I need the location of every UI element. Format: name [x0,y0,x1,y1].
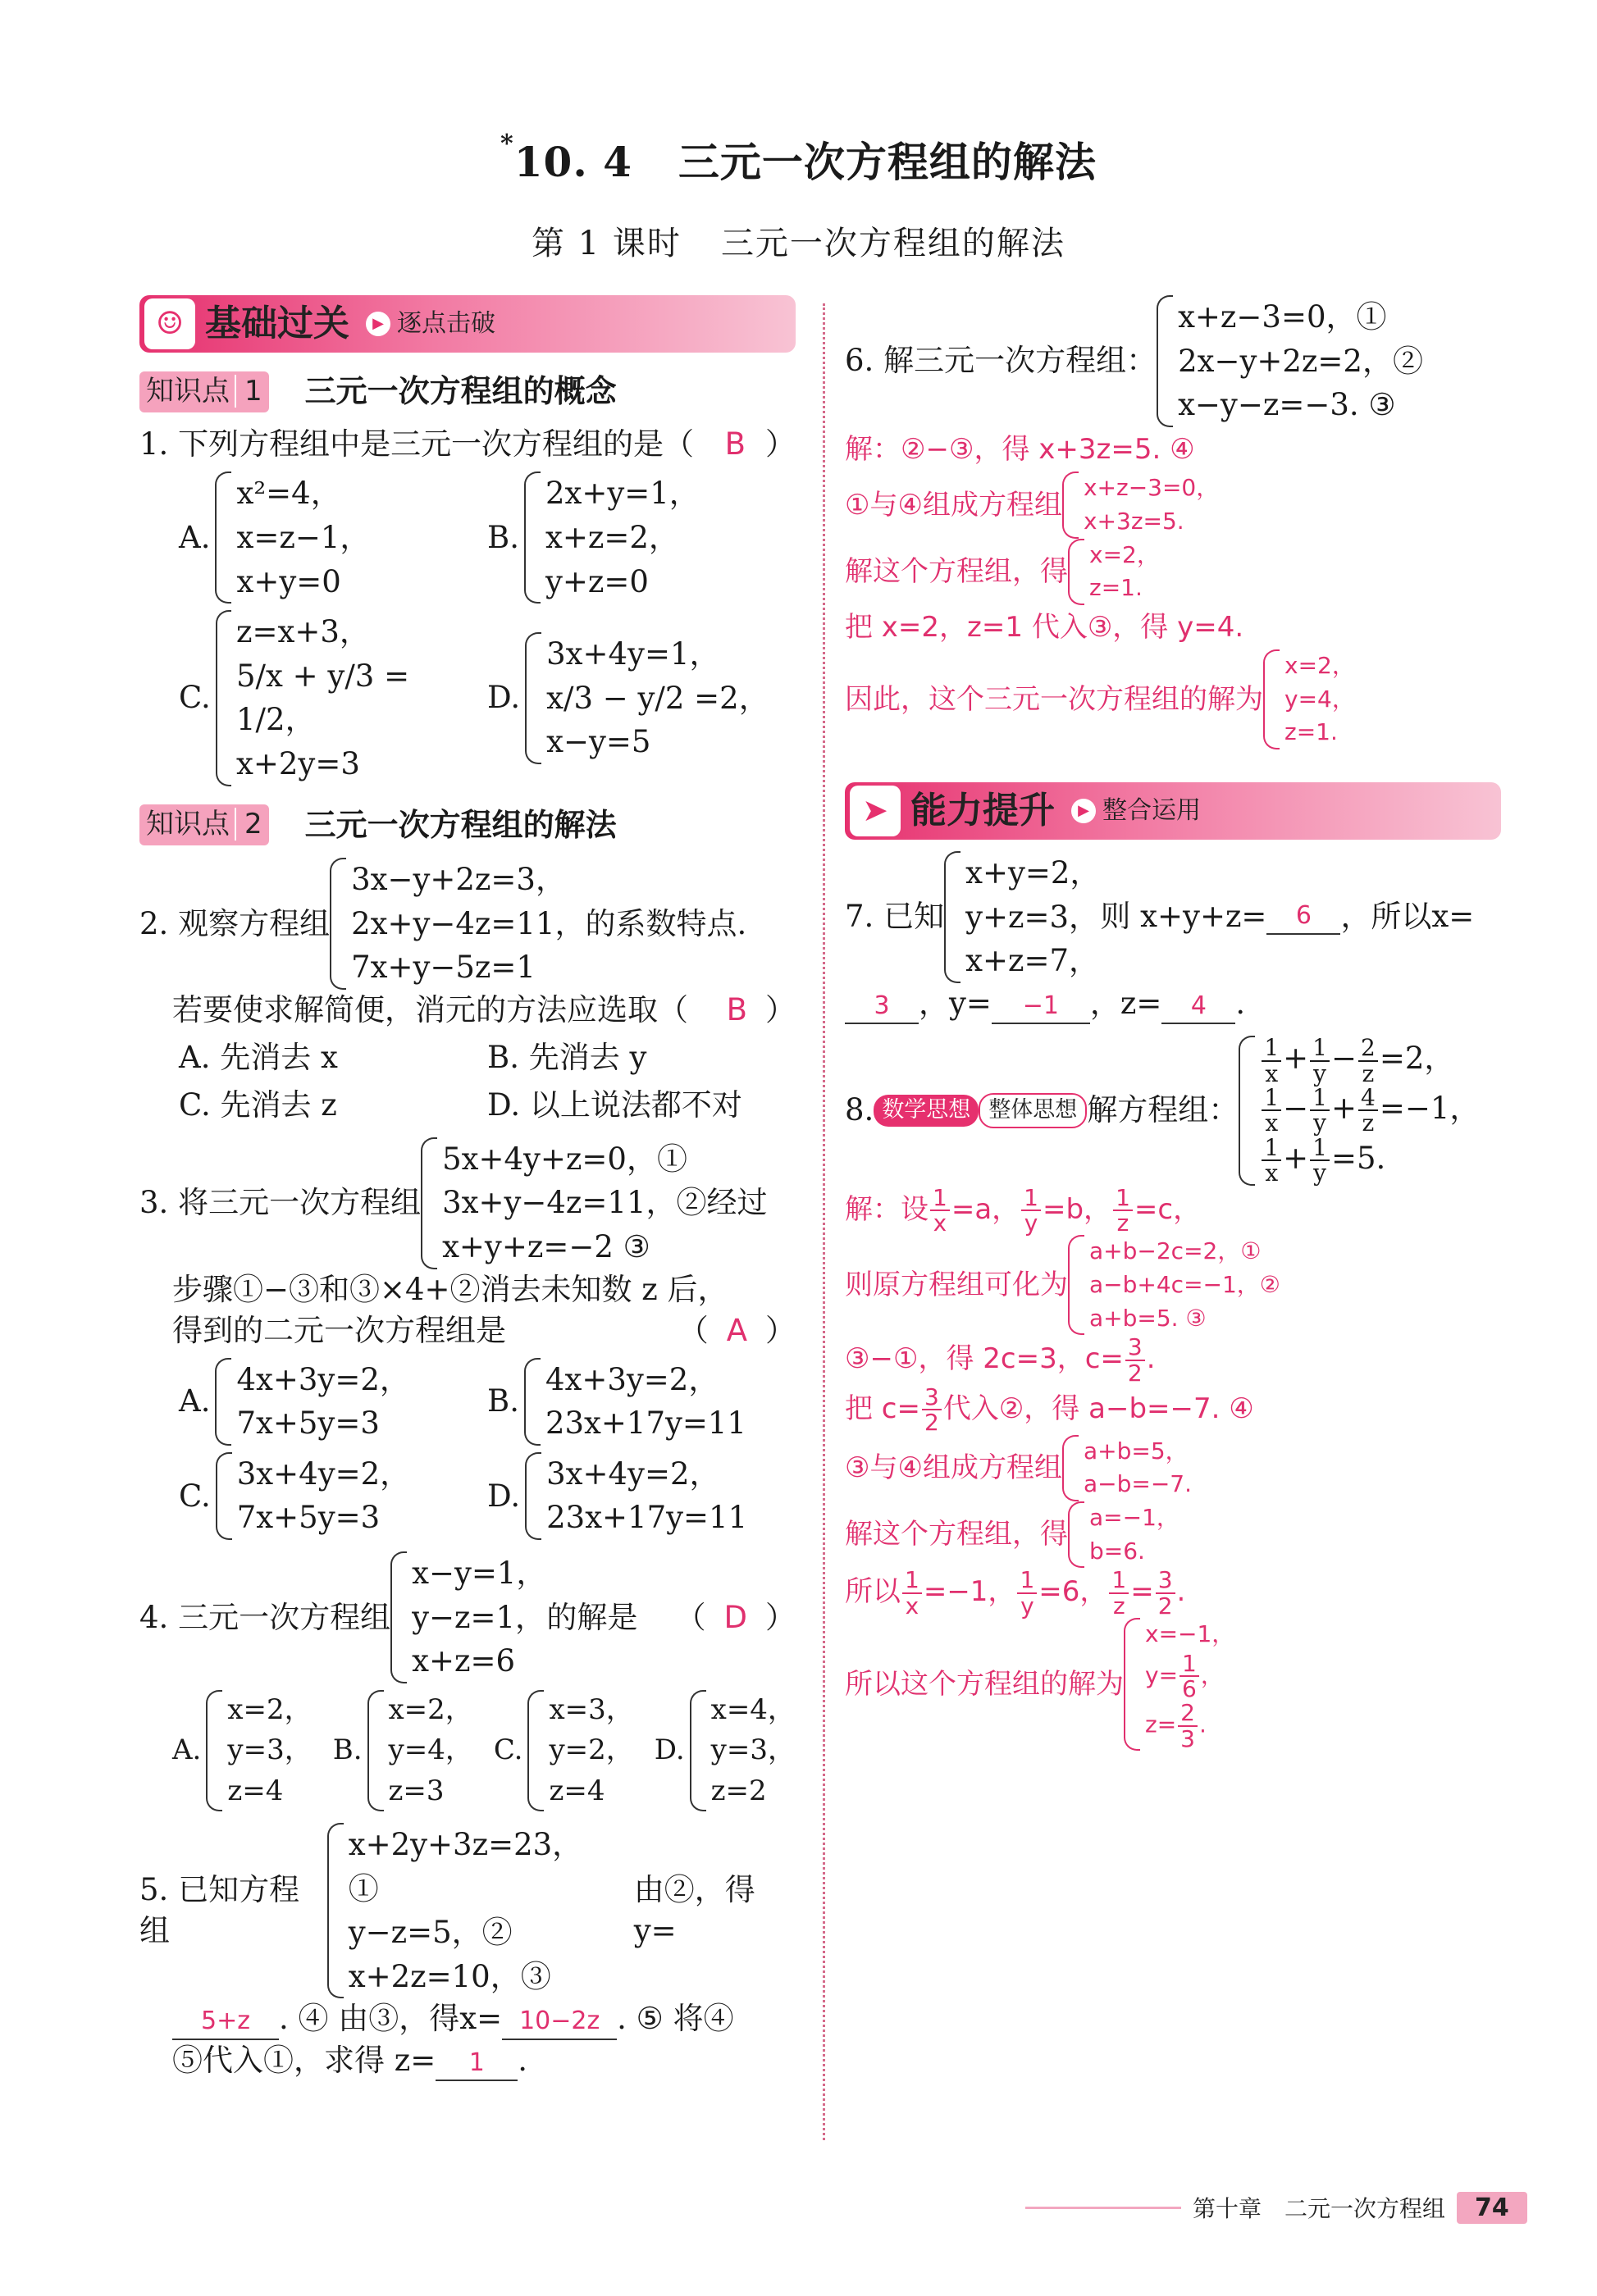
option-a: A. x²=4， x=z−1， x+y=0 [179,472,487,604]
question-6: 6. 解三元一次方程组： x+z−3=0，① 2x−y+2z=2，② x−y−z=−3. ③ 解：②−③，得 x+3z=5. ④ ①与④组成方程组 x+z−3=0， x+3z=5. 解这个方程组，得 x=2， z=1. 把 x=2，z=1 代入③，得 y=4. 因此，这个三元一次方程组的解为 x=2， y=4， z=1. [845,295,1517,749]
play-icon: ▶ [366,312,390,336]
tag-math-thought: 数学思想 [874,1095,979,1126]
option-d: D. 3x+4y=1， x/3 − y/2 =2， x−y=5 [487,610,796,786]
option-a: A. 先消去 x [179,1039,338,1075]
answer: D [723,1599,747,1635]
question-1: 1. 下列方程组中是三元一次方程组的是（ B ） A. x²=4， x=z−1， x+y=0 B. 2x+y=1， x+z=2， y+z=0 C. z=x+3， 5/x + y/3 = 1/2， x+2y=3 D. 3x+4y=1， x/3 − y/2 =2， x−y=5 [139,424,796,786]
banner-basic: ☺ 基础过关 ▶ 逐点击破 [139,295,796,353]
answer: A [726,1312,747,1348]
blank-2[interactable]: 10−2z [502,2005,617,2040]
option-d: D. 以上说法都不对 [487,1086,742,1123]
answer: B [724,426,746,462]
chapter-label: 第十章 二元一次方程组 [1193,2195,1446,2222]
left-column [139,295,796,2081]
question-2: 2. 观察方程组 3x−y+2z=3， 2x+y−4z=11， 7x+y−5z=1 的系数特点. 若要使求解简便，消元的方法应选取（ B ） A. 先消去 x B. 先消去 y C. 先消去 z D. 以上说法都不对 [139,858,796,1126]
blank-y[interactable]: −1 [992,990,1090,1025]
option-c: C. 先消去 z [179,1086,337,1123]
option-c: C. x=3， y=2， z=4 [494,1690,634,1811]
option-b: B. x=2， y=4， z=3 [333,1690,473,1811]
question-3: 3. 将三元一次方程组 5x+4y+z=0，① 3x+y−4z=11，② x+y+z=−2 ③ 经过 步骤①−③和③×4+②消去未知数 z 后， 得到的二元一次方程组是 （ A ） A. 4x+3y=2， 7x+5y=3 B. 4x+3y=2， 23x+17y=11 C. 3x+4y=2， 7x+5y=3 D. 3x+4y=2， 23x+17y=11 [139,1137,796,1540]
option-d: D. 3x+4y=2， 23x+17y=11 [487,1452,796,1540]
blank-1[interactable]: 5+z [172,2005,279,2040]
page-number: 74 [1457,2192,1527,2224]
options [179,472,796,786]
solution-8: 解：设 $\frac{1}{x}$ =a， $\frac{1}{y}$ =b， $\frac{1}{z}$ =c， 则原方程组可化为 a+b−2c=2，① a−b+4c=−1，② a+b=5. ③ ③−①，得 2c=3，c= $\frac{3}{2}$ . 把 c= $\frac{3}{2}$ 代入②，得 a−b=−7. ④ ③与④组成方程组 a+b=5， a−b=−7. 解这个方程组，得 a=−1， b=6. 所以 $\frac{1}{x}$ =−1， $\frac{1}{y}$ =6， $\frac{1}{z}$ = $\frac{3}{2}$ . 所以这个方程组的解为 x=−1， y= $\frac{1}{6}$ ， z= $\frac{2}{3}$ . [845,1183,1280,1752]
option-b: B. 2x+y=1， x+z=2， y+z=0 [487,472,796,604]
question-8: 8. 数学思想 整体思想 解方程组： $\frac{1}{x}$ + $\frac{1}{y}$ − $\frac{2}{z}$ =2， $\frac{1}{x}$ − $\frac{1}{y}$ + $\frac{4}{z}$ =−1， $\frac{1}{x}$ + $\frac{1}{y}$ =5. 解：设 $\frac{1}{x}$ =a， $\frac{1}{y}$ =b， $\frac{1}{z}$ =c， 则原方程组可化为 a+b−2c=2，① a−b+4c=−1，② a+b=5. ③ ③−①，得 2c=3，c= $\frac{3}{2}$ . 把 c= $\frac{3}{2}$ 代入②，得 a−b=−7. ④ ③与④组成方程组 a+b=5， a−b=−7. 解这个方程组，得 a=−1， b=6. 所以 $\frac{1}{x}$ =−1， $\frac{1}{y}$ =6， $\frac{1}{z}$ = $\frac{3}{2}$ . 所以这个方程组的解为 x=−1， y= $\frac{1}{6}$ ， z= $\frac{2}{3}$ . [845,1036,1517,1751]
lesson-title: 第 1 课时 三元一次方程组的解法 [532,225,1065,262]
blank-sum[interactable]: 6 [1266,900,1340,935]
option-d: D. x=4， y=3， z=2 [655,1690,796,1811]
question-7: 7. 已知 x+y=2， y+z=3， x+z=7， 则 x+y+z= 6 ，所以x= 3 ，y= −1 ，z= 4 . [845,851,1517,1024]
option-b: B. 先消去 y [487,1039,647,1075]
knowledge-point-2: 知识点 2 三元一次方程组的解法 [139,804,796,846]
solution-6: 解：②−③，得 x+3z=5. ④ ①与④组成方程组 x+z−3=0， x+3z=5. 解这个方程组，得 x=2， z=1. 把 x=2，z=1 代入③，得 y=4. 因此，这个三元一次方程组的解为 x=2， y=4， z=1. [845,427,1517,749]
knowledge-point-1: 知识点 1 三元一次方程组的概念 [139,371,796,412]
page-footer [1025,2191,1527,2224]
banner-advanced: ➤ 能力提升 ▶ 整合运用 [845,782,1501,840]
option-a: A. x=2， y=3， z=4 [172,1690,313,1811]
option-c: C. 3x+4y=2， 7x+5y=3 [179,1452,487,1540]
option-c: C. z=x+3， 5/x + y/3 = 1/2， x+2y=3 [179,610,487,786]
blank-3[interactable]: 1 [436,2047,518,2082]
play-icon: ▶ [1071,799,1096,823]
rocket-icon: ➤ [850,786,901,836]
question-5: 5. 已知方程组 x+2y+3z=23，① y−z=5，② x+2z=10，③ 由②，得y= 5+z . ④ 由③，得x= 10−2z . ⑤ 将④ ⑤代入①，求得 z= 1 . [139,1823,796,2082]
answer: B [726,991,747,1027]
blank-x[interactable]: 3 [845,990,919,1025]
option-b: B. 4x+3y=2， 23x+17y=11 [487,1358,796,1446]
tag-holistic: 整体思想 [979,1093,1087,1128]
section-title: *10. 4 三元一次方程组的解法 [500,130,1097,186]
people-icon: ☺ [144,298,195,349]
blank-z[interactable]: 4 [1161,990,1235,1025]
option-a: A. 4x+3y=2， 7x+5y=3 [179,1358,487,1446]
right-column [845,295,1517,1751]
question-4: 4. 三元一次方程组 x−y=1， y−z=1， x+z=6 的解是 （ D ） A. x=2， y=3， z=4 B. x=2， y=4， z=3 C. x=3， y=2， z=4 D. x=4， y=3， z=2 [139,1551,796,1811]
column-divider [823,303,825,2140]
